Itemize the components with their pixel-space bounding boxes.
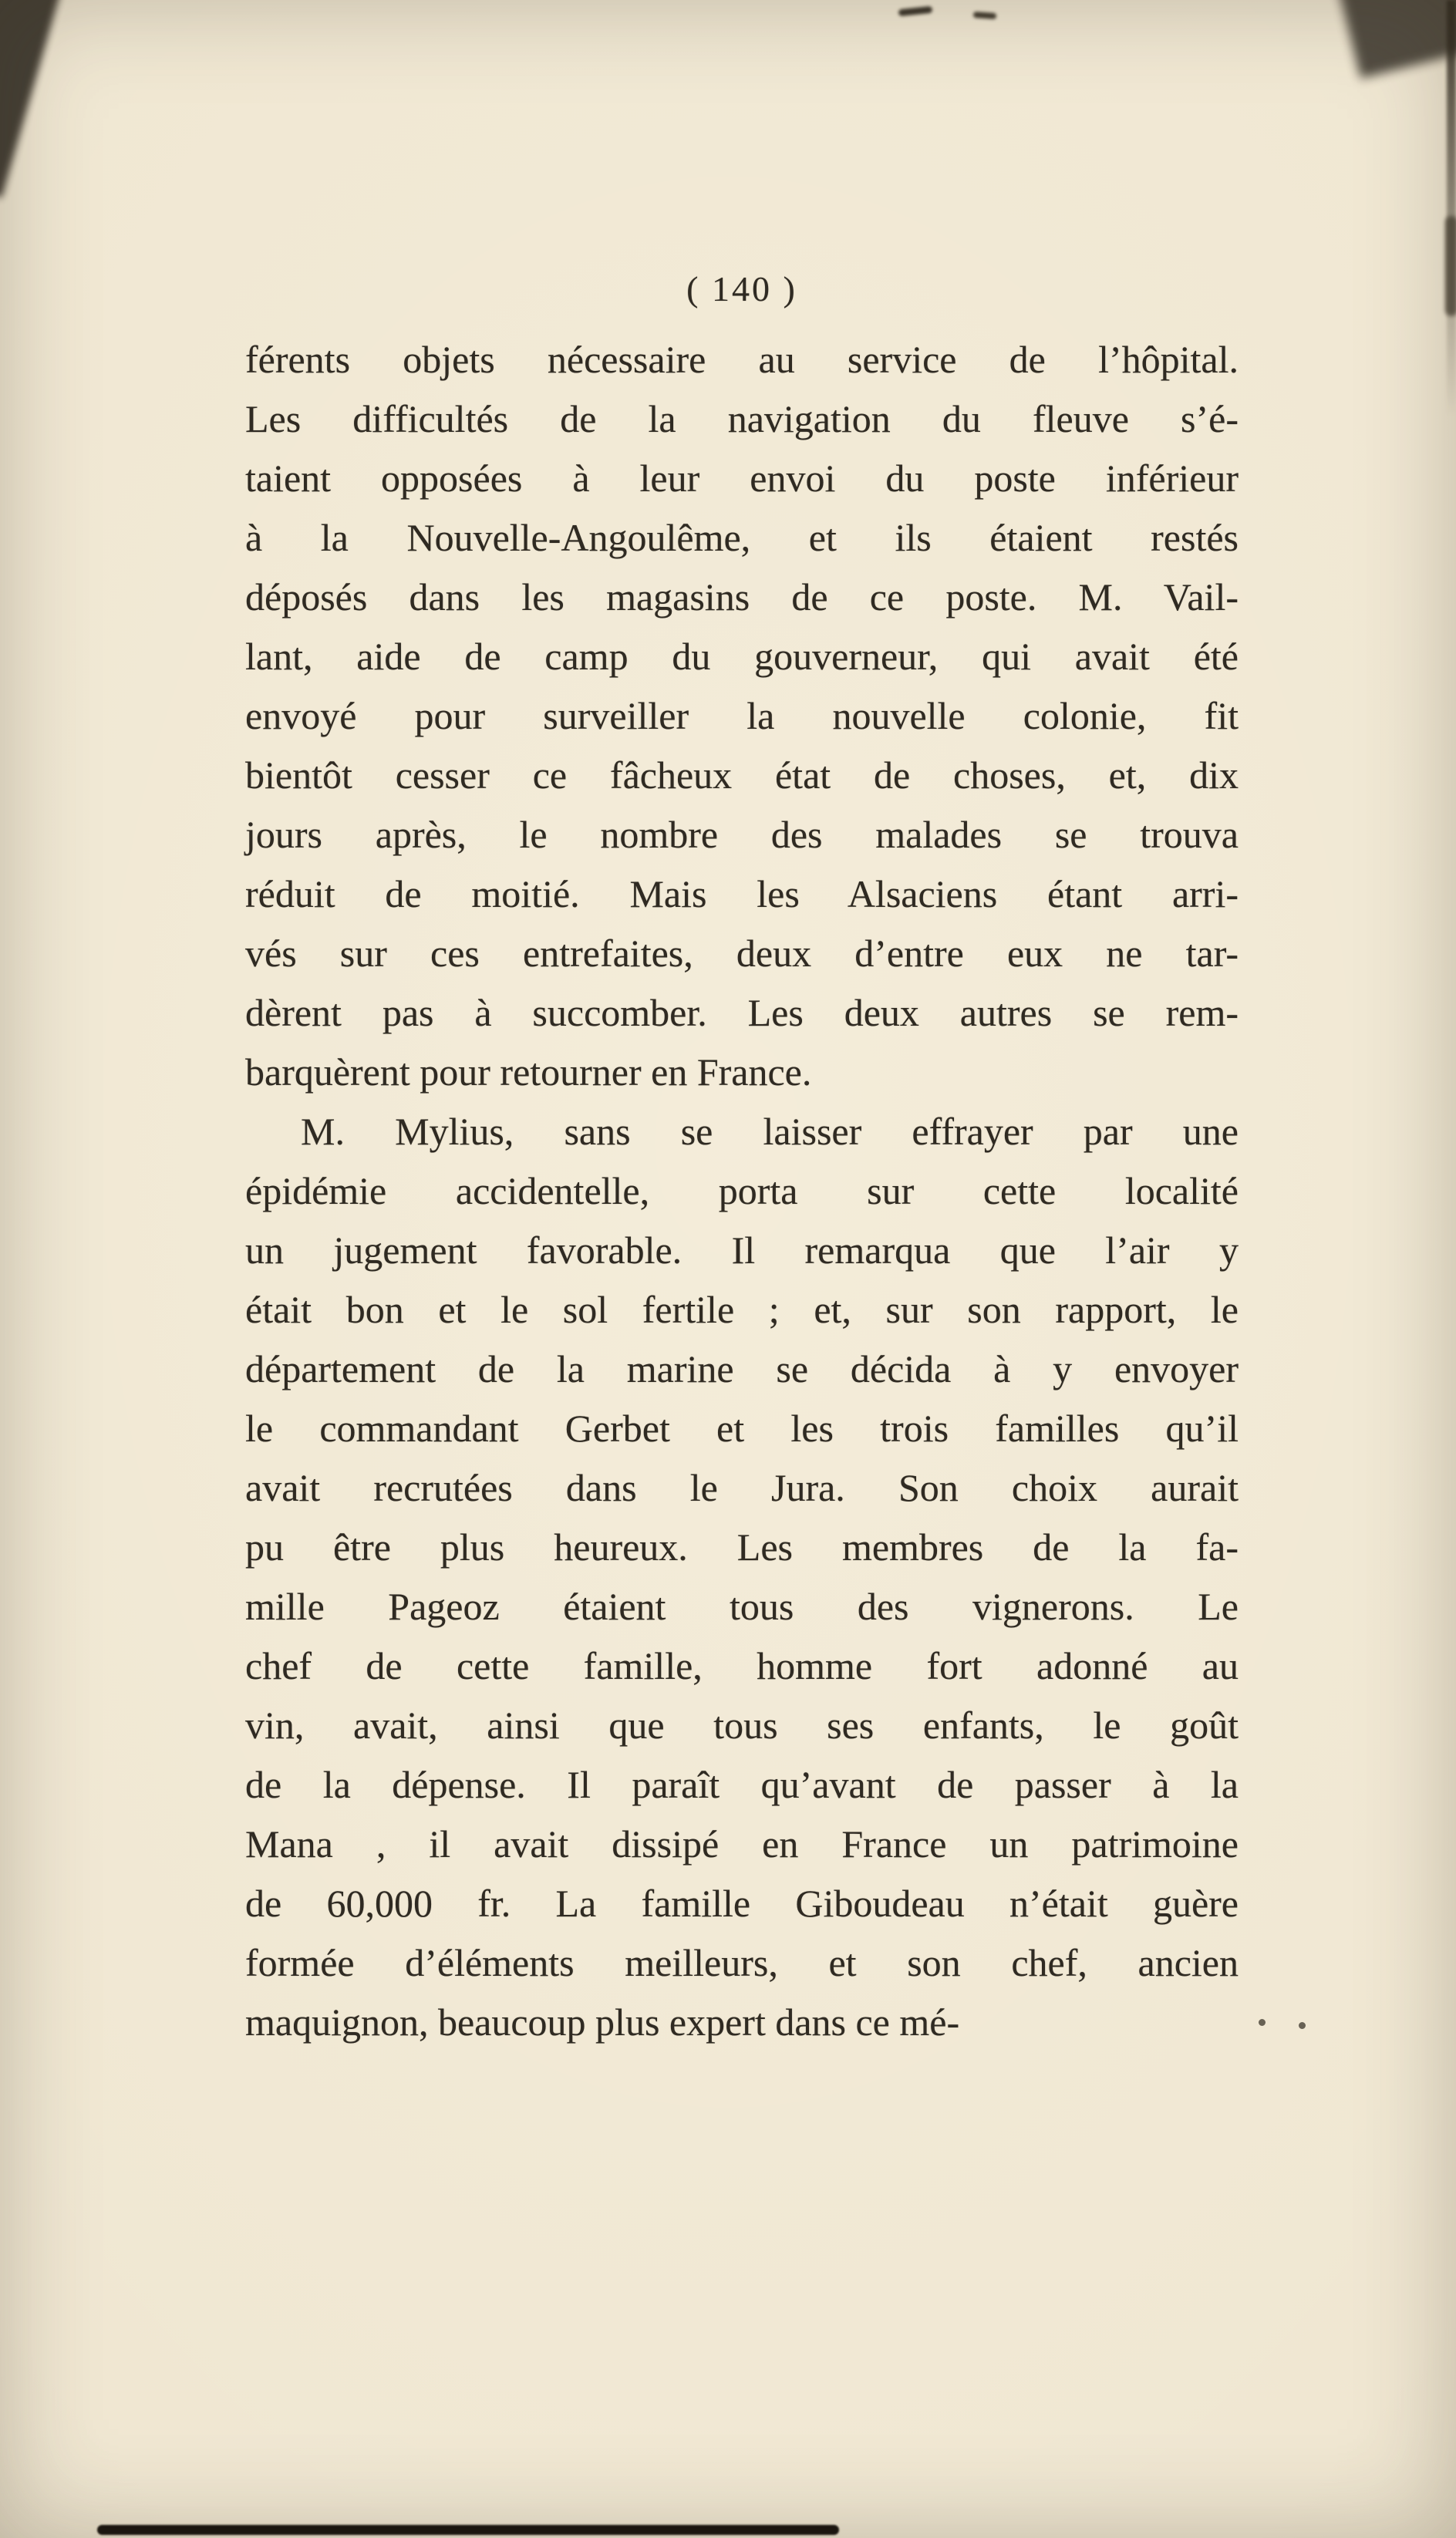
text-line: jours après, le nombre des malades se trouva	[245, 813, 1239, 856]
text-line: taient opposées à leur envoi du poste inférieur	[245, 457, 1239, 500]
text-line: de 60,000 fr. La famille Giboudeau n’était guère	[245, 1882, 1239, 1925]
scan-notch-right-edge	[1445, 216, 1456, 316]
text-line: M. Mylius, sans se laisser effrayer par une	[301, 1110, 1239, 1153]
scan-streak-right-edge	[1447, 0, 1456, 416]
text-line: de la dépense. Il paraît qu’avant de passer à la	[245, 1763, 1239, 1806]
scan-smudge-top-left	[0, 0, 69, 197]
text-line: Les difficultés de la navigation du fleuve s’é-	[245, 397, 1239, 440]
text-line: Mana , il avait dissipé en France un patrimoine	[245, 1822, 1239, 1866]
text-line: envoyé pour surveiller la nouvelle colonie, fit	[245, 694, 1239, 737]
text-line: dèrent pas à succomber. Les deux autres se rem-	[245, 991, 1239, 1034]
text-line: réduit de moitié. Mais les Alsaciens étant arri-	[245, 872, 1239, 915]
text-line: avait recrutées dans le Jura. Son choix aurait	[245, 1466, 1239, 1509]
text-line: était bon et le sol fertile ; et, sur son rapport, le	[245, 1288, 1239, 1331]
body-text	[245, 330, 1239, 2052]
text-line: un jugement favorable. Il remarqua que l’air y	[245, 1229, 1239, 1272]
text-line: lant, aide de camp du gouverneur, qui avait été	[245, 635, 1239, 678]
text-line: bientôt cesser ce fâcheux état de choses, et, dix	[245, 753, 1239, 797]
scan-speck-icon	[898, 6, 933, 17]
scan-strip-bottom	[97, 2525, 839, 2535]
text-line: chef de cette famille, homme fort adonné au	[245, 1644, 1239, 1687]
scan-smudge-top-right	[1336, 0, 1456, 79]
text-line: vés sur ces entrefaites, deux d’entre eux ne tar-	[245, 932, 1239, 975]
text-line: à la Nouvelle-Angoulême, et ils étaient restés	[245, 516, 1239, 559]
text-line: férents objets nécessaire au service de l’hôpital.	[245, 338, 1239, 381]
ink-dot	[1259, 2019, 1266, 2026]
text-line: département de la marine se décida à y envoyer	[245, 1347, 1239, 1390]
text-line: mille Pageoz étaient tous des vignerons. Le	[245, 1585, 1239, 1628]
text-line: le commandant Gerbet et les trois familles qu’il	[245, 1407, 1239, 1450]
text-line: pu être plus heureux. Les membres de la fa-	[245, 1525, 1239, 1569]
text-line: épidémie accidentelle, porta sur cette localité	[245, 1169, 1239, 1212]
text-line: déposés dans les magasins de ce poste. M. Vail-	[245, 575, 1239, 618]
text-line: vin, avait, ainsi que tous ses enfants, le goût	[245, 1704, 1239, 1747]
ink-dot	[1299, 2022, 1306, 2029]
text-line: maquignon, beaucoup plus expert dans ce mé-	[245, 2000, 960, 2044]
text-line: barquèrent pour retourner en France.	[245, 1050, 812, 1094]
page-number: ( 140 )	[686, 269, 797, 308]
text-line: formée d’éléments meilleurs, et son chef, ancien	[245, 1941, 1239, 1984]
scan-speck-icon	[973, 12, 996, 19]
